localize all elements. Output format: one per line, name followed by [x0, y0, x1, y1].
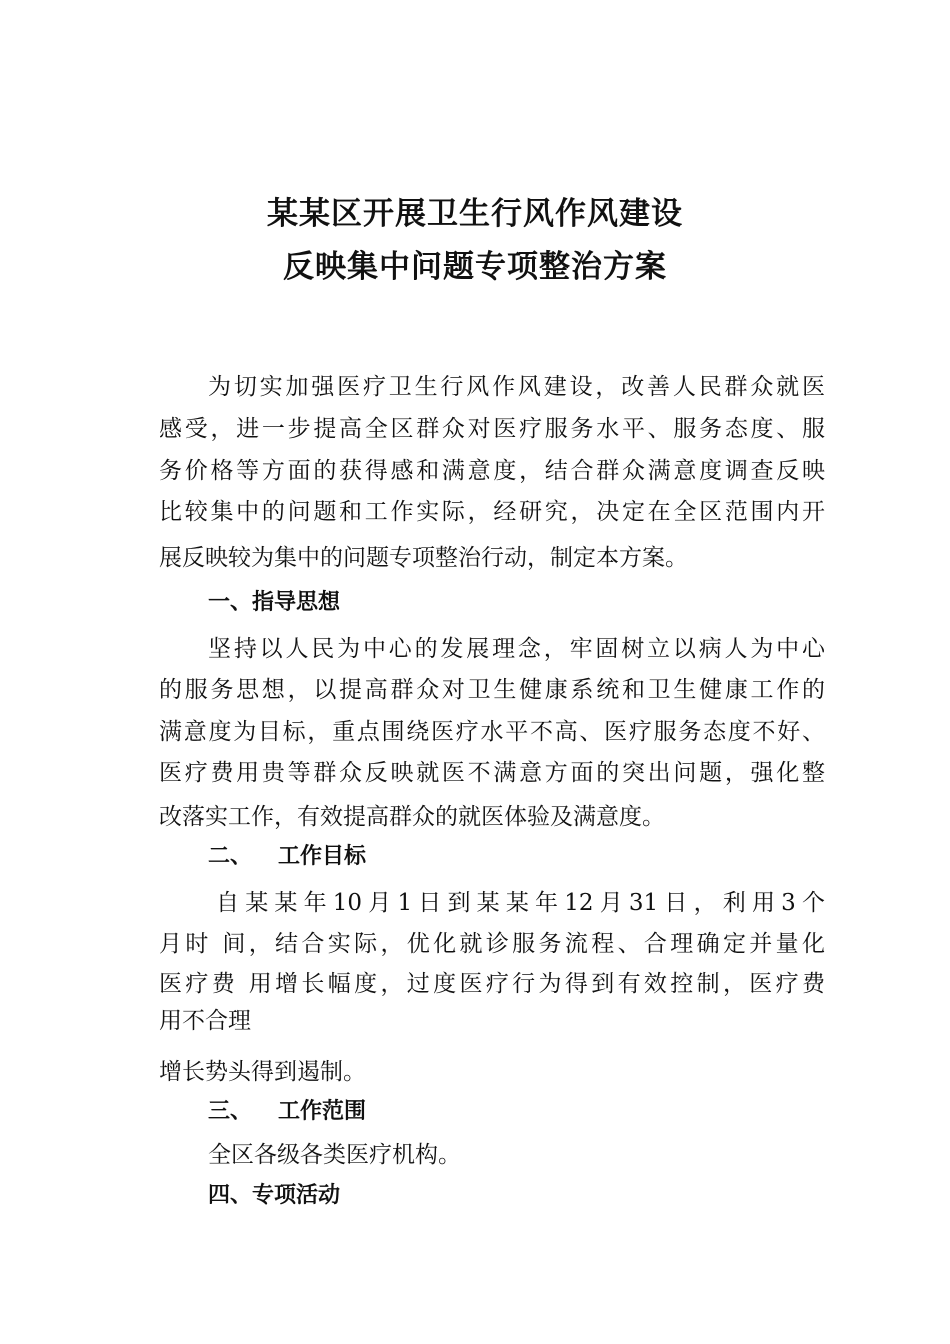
section1-paragraph-line: 医疗费用贵等群众反映就医不满意方面的突出问题，强化整: [159, 760, 825, 786]
section2-paragraph-line: 用不合理: [159, 1008, 251, 1034]
section2-paragraph-line: 增长势头得到遏制。: [159, 1059, 366, 1085]
intro-paragraph-line: 比较集中的问题和工作实际，经研究，决定在全区范围内开: [159, 499, 825, 525]
document-title-line-1: 某某区开展卫生行风作风建设: [267, 196, 683, 232]
intro-paragraph-line: 展反映较为集中的问题专项整治行动，制定本方案。: [159, 545, 688, 571]
intro-paragraph-line: 务价格等方面的获得感和满意度，结合群众满意度调查反映: [159, 458, 825, 484]
section-heading-guiding-ideology: 一、指导思想: [208, 590, 341, 615]
section-heading-work-scope: [208, 1097, 366, 1127]
section-title: 工作范围: [278, 1099, 367, 1124]
document-title-line-2: 反映集中问题专项整治方案: [283, 249, 667, 285]
section1-paragraph-line: 坚持以人民为中心的发展理念，牢固树立以病人为中心: [208, 636, 825, 662]
section-heading-special-activities: 四、专项活动: [208, 1183, 341, 1208]
section-number: 三、: [208, 1099, 253, 1124]
section-number: 二、: [208, 844, 253, 869]
section1-paragraph-line: 满意度为目标，重点围绕医疗水平不高、医疗服务态度不好、: [159, 719, 825, 745]
section2-paragraph-line: 月时 间，结合实际，优化就诊服务流程、合理确定并量化: [159, 931, 825, 957]
section1-paragraph-line: 的服务思想，以提高群众对卫生健康系统和卫生健康工作的: [159, 677, 825, 703]
intro-paragraph-line: 为切实加强医疗卫生行风作风建设，改善人民群众就医: [208, 374, 825, 400]
section1-paragraph-line: 改落实工作，有效提高群众的就医体验及满意度。: [159, 804, 665, 830]
section-title: 工作目标: [278, 844, 367, 869]
intro-paragraph-line: 感受，进一步提高全区群众对医疗服务水平、服务态度、服: [159, 416, 825, 442]
section2-paragraph-line: 医疗费 用增长幅度，过度医疗行为得到有效控制，医疗费: [159, 971, 825, 997]
section-heading-work-goals: [208, 842, 366, 872]
section3-paragraph-line: 全区各级各类医疗机构。: [208, 1142, 461, 1168]
section2-paragraph-line: 自某某年10月1日到某某年12月31日，利用3个: [216, 890, 825, 916]
